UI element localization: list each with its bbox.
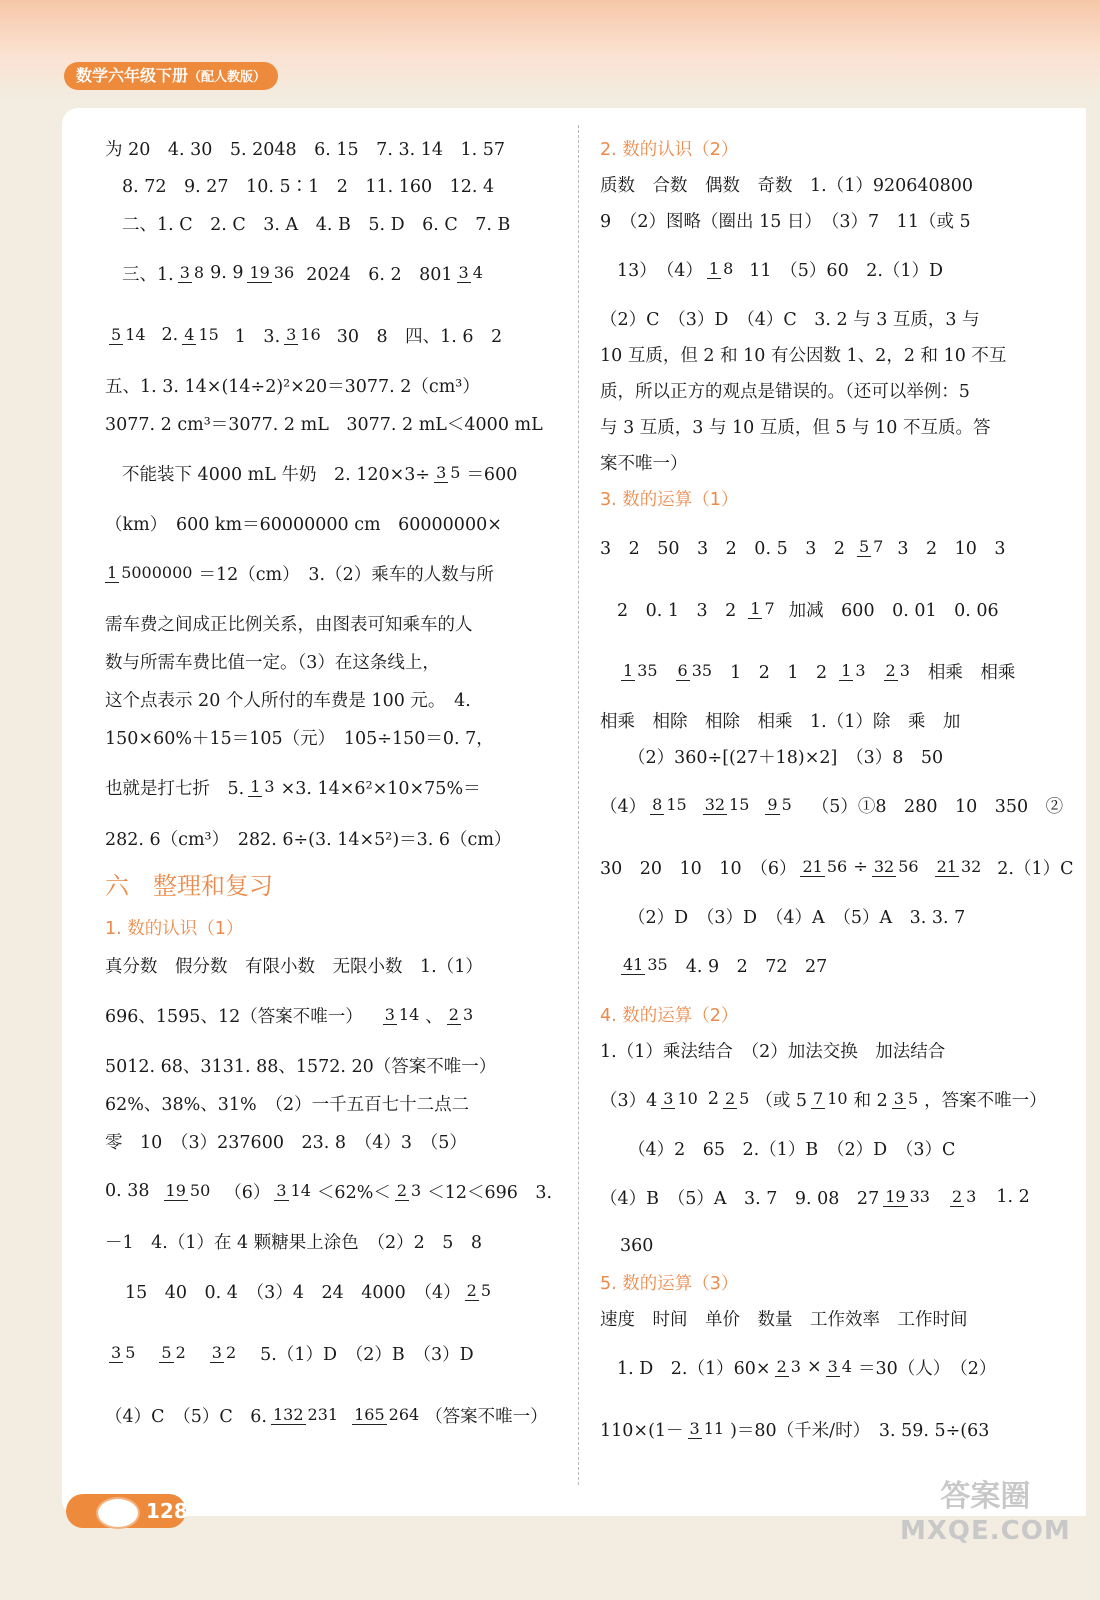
text-line: 62%、38%、31% （2）一千五百七十二点二 <box>105 1094 470 1115</box>
text-line: 3 2 50 3 2 0. 5 3 2 5 7 3 2 10 3 <box>600 537 1006 559</box>
text-line: 41 35 4. 9 2 72 27 <box>623 955 828 977</box>
book-title-tag <box>64 62 278 90</box>
text-line: －1 4.（1）在 4 颗糖果上涂色 （2）2 5 8 <box>105 1232 483 1253</box>
text-line: （4） 8 15 32 15 9 5 （5）①8 280 10 350 ② <box>600 795 1064 817</box>
text-line: （3）4 3 10 2 2 5 （或 5 7 10 和 2 3 5 ，答案不唯一） <box>600 1089 1047 1111</box>
text-line: 与 3 互质，3 与 10 互质，但 5 与 10 不互质。答 <box>600 417 991 438</box>
fraction: 21 32 <box>936 857 982 876</box>
section-heading: 5. 数的运算（3） <box>600 1273 739 1294</box>
fraction: 3 5 <box>111 1343 136 1362</box>
text-line: 质，所以正方的观点是错误的。（还可以举例：5 <box>600 381 970 402</box>
watermark-line2: MXQE.COM <box>900 1516 1071 1546</box>
text-line: 8. 72 9. 27 10. 5∶1 2 11. 160 12. 4 <box>122 176 495 197</box>
text-line: 1. D 2.（1）60× 2 3 × 3 4 ＝30（人） （2） <box>617 1357 997 1379</box>
text-line: 5012. 68、3131. 88、1572. 20（答案不唯一） <box>105 1056 497 1077</box>
text-line: 五、1. 3. 14×(14÷2)²×20＝3077. 2（cm³） <box>105 376 480 397</box>
fraction: 5 7 <box>858 537 884 556</box>
book-edition: （配人教版） <box>188 70 267 85</box>
fraction: 32 15 <box>704 795 750 814</box>
fraction: 1 8 <box>708 259 734 278</box>
text-line: 150×60%＋15＝105（元） 105÷150＝0. 7， <box>105 728 494 749</box>
fraction: 19 36 <box>249 263 295 282</box>
fraction: 3 11 <box>689 1419 725 1438</box>
page-number-decoration <box>96 1497 140 1529</box>
fraction: 5 14 <box>111 325 146 344</box>
fraction: 5 2 <box>161 1343 186 1362</box>
text-line: 282. 6（cm³） 282. 6÷(3. 14×5²)＝3. 6（cm） <box>105 829 512 850</box>
fraction: 3 14 <box>276 1181 311 1200</box>
section-heading: 1. 数的认识（1） <box>105 918 244 939</box>
fraction: 3 16 <box>286 325 321 344</box>
fraction: 165 264 <box>354 1405 420 1424</box>
text-line: 速度 时间 单价 数量 工作效率 工作时间 <box>600 1309 968 1330</box>
book-title: 数学六年级下册 <box>76 66 189 85</box>
text-line: 数与所需车费比值一定。（3）在这条线上， <box>105 652 440 673</box>
text-line: 二、1. C 2. C 3. A 4. B 5. D 6. C 7. B <box>122 214 511 235</box>
text-line: 1 35 6 35 1 2 1 2 1 3 2 3 相乘 相乘 <box>623 661 1016 683</box>
text-line: 零 10 （3）237600 23. 8 （4）3 （5） <box>105 1132 467 1153</box>
text-line: 0. 38 19 50 （6） 3 14 ＜62%＜ 2 3 ＜12＜696 3. <box>105 1181 553 1203</box>
fraction: 3 5 <box>436 463 461 482</box>
text-line: 3 5 5 2 3 2 5.（1）D （2）B （3）D <box>111 1343 474 1365</box>
fraction: 2 3 <box>396 1181 422 1200</box>
fraction: 3 4 <box>458 263 483 282</box>
fraction: 1 5000000 <box>107 563 193 582</box>
chapter-title: 六 整理和复习 <box>105 871 273 900</box>
fraction: 1 35 <box>623 661 658 680</box>
fraction: 2 3 <box>951 1187 977 1206</box>
fraction: 3 4 <box>827 1357 852 1376</box>
fraction: 8 15 <box>652 795 687 814</box>
text-line: 30 20 10 10 （6） 21 56 ÷ 32 56 21 32 2.（1）C <box>600 857 1074 879</box>
text-line: 需车费之间成正比例关系，由图表可知乘车的人 <box>105 614 473 635</box>
fraction: 2 3 <box>448 1005 474 1024</box>
fraction: 2 5 <box>724 1089 750 1108</box>
text-line: 110×(1－ 3 11 )＝80（千米/时） 3. 59. 5÷(63 <box>600 1419 990 1441</box>
fraction: 19 50 <box>165 1181 211 1200</box>
text-line: 696、1595、12（答案不唯一） 3 14 、 2 3 <box>105 1005 474 1027</box>
text-line: （4）B （5）A 3. 7 9. 08 27 19 33 2 3 1. 2 <box>600 1187 1030 1209</box>
text-line: 三、1. 3 8 9. 9 19 36 2024 6. 2 801 3 4 <box>122 263 483 285</box>
text-line: 2 0. 1 3 2 1 7 加减 600 0. 01 0. 06 <box>617 599 999 621</box>
fraction: 132 231 <box>273 1405 339 1424</box>
fraction: 6 35 <box>677 661 713 680</box>
right-column <box>600 130 1074 1460</box>
text-line: 3077. 2 cm³＝3077. 2 mL 3077. 2 mL＜4000 mL <box>105 414 543 435</box>
left-column <box>105 130 553 1446</box>
text-line: （km） 600 km＝60000000 cm 60000000× <box>105 514 502 535</box>
fraction: 3 10 <box>663 1089 698 1108</box>
fraction: 4 15 <box>184 325 219 344</box>
fraction: 1 7 <box>750 599 775 618</box>
fraction: 1 3 <box>841 661 866 680</box>
text-line: 9 （2）图略（圈出 15 日） （3）7 11（或 5 <box>600 211 971 232</box>
text-line: 相乘 相除 相除 相乘 1.（1）除 乘 加 <box>600 711 961 732</box>
text-line: 质数 合数 偶数 奇数 1.（1）920640800 <box>600 175 974 196</box>
text-line: 13） （4） 1 8 11 （5）60 2.（1）D <box>617 259 944 281</box>
section-heading: 2. 数的认识（2） <box>600 139 739 160</box>
fraction: 2 3 <box>885 661 910 680</box>
text-line: 也就是打七折 5. 1 3 ×3. 14×6²×10×75%＝ <box>105 777 481 799</box>
text-line: 360 <box>620 1236 654 1256</box>
fraction: 2 5 <box>466 1281 492 1300</box>
text-line: （4）2 65 2.（1）B （2）D （3）C <box>628 1139 956 1160</box>
text-line: 真分数 假分数 有限小数 无限小数 1.（1） <box>105 956 483 977</box>
watermark <box>900 1480 1071 1548</box>
text-line: 15 40 0. 4 （3）4 24 4000 （4） 2 5 <box>125 1281 492 1303</box>
fraction: 3 2 <box>211 1343 237 1362</box>
fraction: 3 8 <box>179 263 205 282</box>
text-line: 案不唯一） <box>600 453 688 474</box>
section-heading: 3. 数的运算（1） <box>600 489 739 510</box>
fraction: 21 56 <box>802 857 848 876</box>
text-line: 1.（1）乘法结合 （2）加法交换 加法结合 <box>600 1041 946 1062</box>
section-heading: 4. 数的运算（2） <box>600 1005 739 1026</box>
page-number: 128 <box>146 1499 188 1523</box>
text-line: 5 14 2. 4 15 1 3. 3 16 30 8 四、1. 6 2 <box>111 325 503 347</box>
text-line: （2）C （3）D （4）C 3. 2 与 3 互质，3 与 <box>600 309 980 330</box>
text-line: （2）360÷[(27＋18)×2] （3）8 50 <box>628 747 944 768</box>
text-line: （4）C （5）C 6. 132 231 165 264 （答案不唯一） <box>105 1405 548 1427</box>
text-line: 不能装下 4000 mL 牛奶 2. 120×3÷ 3 5 ＝600 <box>122 463 518 485</box>
watermark-line1: 答案圈 <box>940 1479 1031 1514</box>
fraction: 3 14 <box>384 1005 420 1024</box>
fraction: 9 5 <box>767 795 792 814</box>
text-line: 为 20 4. 30 5. 2048 6. 15 7. 3. 14 1. 57 <box>105 139 505 160</box>
text-line: 这个点表示 20 个人所付的车费是 100 元。 4. <box>105 690 471 711</box>
fraction: 1 3 <box>250 777 275 796</box>
text-line: 1 5000000 ＝12（cm） 3.（2）乘车的人数与所 <box>107 563 494 585</box>
text-line: （2）D （3）D （4）A （5）A 3. 3. 7 <box>628 907 966 928</box>
fraction: 3 5 <box>893 1089 919 1108</box>
column-divider <box>578 125 579 1485</box>
fraction: 19 33 <box>885 1187 930 1206</box>
fraction: 2 3 <box>776 1357 801 1376</box>
fraction: 7 10 <box>813 1089 848 1108</box>
text-line: 10 互质，但 2 和 10 有公因数 1、2，2 和 10 不互 <box>600 345 1007 366</box>
fraction: 32 56 <box>873 857 919 876</box>
fraction: 41 35 <box>623 955 668 974</box>
